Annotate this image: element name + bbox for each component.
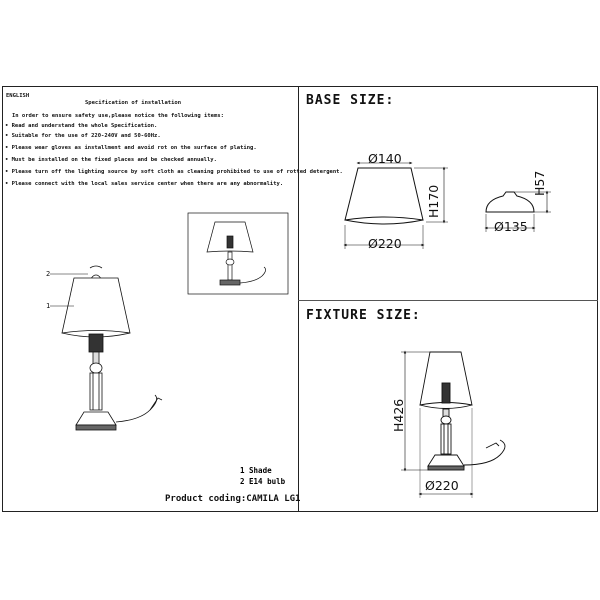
product-coding: Product coding:CAMILA LG1	[165, 494, 301, 504]
instruction-item: • Please wear gloves as installment and avoid rot on the surface of plating.	[5, 145, 257, 151]
instruction-item: • Please connect with the local sales service center when there are any abnormality.	[5, 181, 284, 187]
dim-fixture-height: H426	[391, 398, 406, 432]
callout-1: 1	[46, 302, 51, 310]
instruction-item: • Suitable for the use of 220-240V and 50-60Hz.	[5, 133, 161, 139]
shade-shape	[62, 278, 130, 333]
base-size-heading: BASE SIZE:	[306, 93, 395, 108]
instructions-intro: In order to ensure safety use,please notice the following items:	[12, 113, 224, 119]
legend-bulb: 2 E14 bulb	[240, 477, 286, 486]
dim-shade-height: H170	[426, 184, 441, 218]
legend-shade: 1 Shade	[240, 466, 272, 475]
shade-drawing	[345, 163, 448, 249]
dim-shade-bottom: Ø220	[368, 236, 402, 251]
instruction-item: • Please turn off the lighting source by soft cloth as cleaning prohibited to use of rotted detergent.	[5, 169, 343, 175]
dim-shade-top: Ø140	[368, 151, 402, 166]
lamp-illustration-inset	[188, 213, 288, 294]
instruction-item: • Must be installed on the fixed places and be checked annually.	[5, 157, 217, 163]
callout-2: 2	[46, 270, 51, 278]
lamp-illustration-large	[50, 266, 162, 430]
fixture-size-heading: FIXTURE SIZE:	[306, 308, 421, 323]
dim-base-height: H57	[532, 170, 547, 196]
base-drawing	[486, 192, 551, 232]
instruction-item: • Read and understand the whole Specification.	[5, 123, 158, 129]
dim-base-diameter: Ø135	[494, 219, 528, 234]
fixture-drawing	[401, 352, 505, 498]
language-label: ENGLISH	[6, 93, 30, 99]
dim-fixture-width: Ø220	[425, 478, 459, 493]
instructions-title: Specification of installation	[85, 100, 182, 106]
